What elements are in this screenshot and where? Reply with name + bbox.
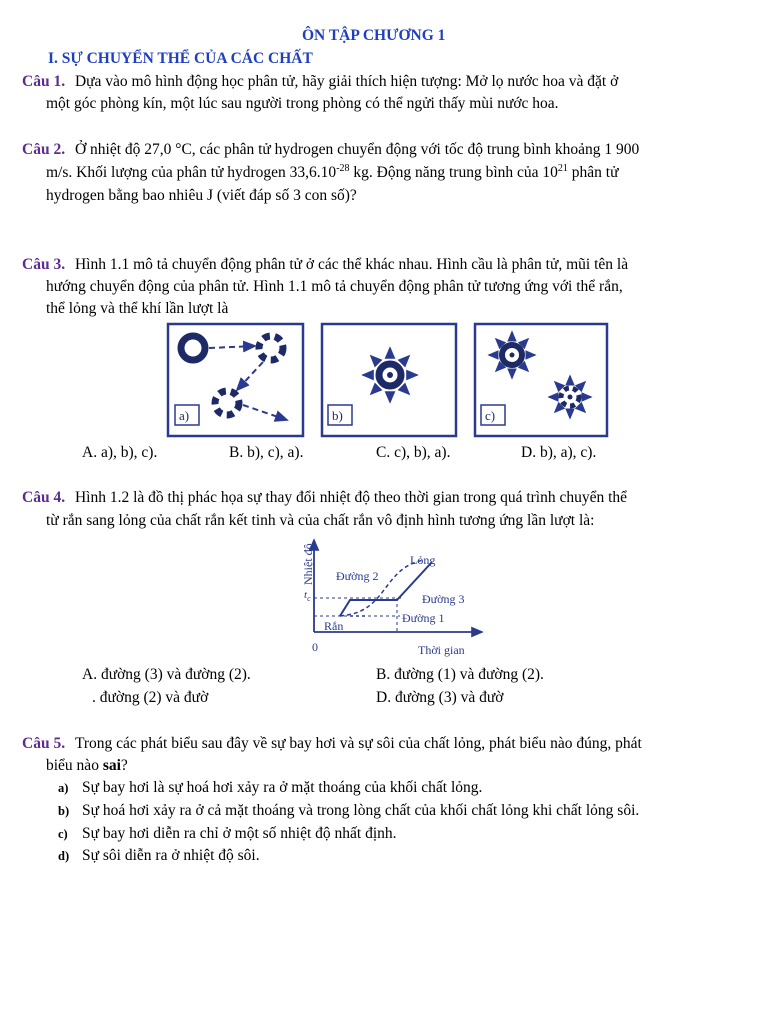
graph-y-label: Nhiệt độ (301, 543, 315, 585)
q5-text-a: Sự bay hơi là sự hoá hơi xảy ra ở mặt thoáng của khối chất lỏng. (82, 779, 483, 796)
graph-tc-label: $t_c$ (304, 589, 311, 603)
question-2-text: Ở nhiệt độ 27,0 °C, các phân tử hydrogen chuyển động với tốc độ trung bình khoảng 1 900 (74, 141, 640, 158)
q2-tail-text: phân tử (567, 164, 619, 181)
question-4-line2: từ rắn sang lỏng của chất rắn kết tinh và của chất rắn vô định hình tương ứng lần lượt là: (46, 512, 595, 529)
q4-option-d[interactable]: D. đường (3) và đườ (376, 689, 504, 706)
question-5-line2 (46, 756, 128, 776)
question-5 (22, 734, 642, 754)
q2-exp1: -28 (336, 162, 350, 174)
q5-letter-b: b) (58, 804, 70, 818)
question-5-text: Trong các phát biểu sau đây về sự bay hơi và sự sôi của chất lỏng, phát biểu nào đúng, phát (74, 735, 642, 752)
q3-option-a[interactable]: A. a), b), c). (82, 444, 158, 461)
question-3 (22, 255, 628, 275)
q3-option-d[interactable]: D. b), a), c). (521, 444, 597, 461)
q4-option-b[interactable]: B. đường (1) và đường (2). (376, 666, 544, 683)
q5-letter-c: c) (58, 827, 68, 841)
question-3-text: Hình 1.1 mô tả chuyển động phân tử ở các thể khác nhau. Hình cầu là phân tử, mũi tên là (74, 256, 629, 273)
q5-letter-a: a) (58, 781, 69, 795)
section-heading: I. SỰ CHUYỂN THỂ CỦA CÁC CHẤT (48, 50, 313, 67)
question-2-line3: hydrogen bằng bao nhiêu J (viết đáp số 3 con số)? (46, 187, 357, 204)
q3-option-c[interactable]: C. c), b), a). (376, 444, 451, 461)
q5-question-mark: ? (120, 757, 128, 774)
q3-option-b[interactable]: B. b), c), a). (229, 444, 304, 461)
question-5-label: Câu 5. (22, 735, 66, 752)
figure-1-1 (165, 320, 610, 440)
graph-x-label: Thời gian (418, 643, 465, 657)
question-4-text: Hình 1.2 là đồ thị phác họa sự thay đổi nhiệt độ theo thời gian trong quá trình chuyển thể (74, 489, 628, 506)
graph-path1-label: Đường 1 (402, 611, 445, 625)
q5-line2-text: biểu nào (46, 757, 103, 774)
figure-label-a: a) (179, 408, 190, 423)
question-4 (22, 488, 627, 508)
graph-solid-label: Rắn (324, 619, 344, 633)
question-3-label: Câu 3. (22, 256, 66, 273)
graph-path2-label: Đường 2 (336, 569, 379, 583)
question-1 (22, 72, 618, 92)
question-4-label: Câu 4. (22, 489, 66, 506)
graph-origin-label: 0 (312, 640, 318, 654)
figure-label-c: c) (485, 408, 496, 423)
q5-statement-b[interactable] (58, 801, 639, 821)
figure-panel-c (475, 324, 607, 436)
question-2 (22, 140, 639, 160)
q5-statement-a[interactable] (58, 778, 482, 798)
question-1-line2: một góc phòng kín, một lúc sau người trong phòng có thể ngửi thấy mùi nước hoa. (46, 95, 559, 112)
q5-statement-d[interactable] (58, 846, 260, 866)
question-2-line2 (46, 163, 618, 183)
question-3-line3: thể lỏng và thể khí lần lượt là (46, 300, 229, 317)
question-1-text: Dựa vào mô hình động học phân tử, hãy giải thích hiện tượng: Mở lọ nước hoa và đặt ở (74, 73, 619, 90)
q2-energy-text: kg. Động năng trung bình của 10 (349, 164, 558, 181)
figure-panel-b (322, 324, 456, 436)
figure-panel-a (168, 324, 303, 436)
q4-option-a[interactable]: A. đường (3) và đường (2). (82, 666, 251, 683)
graph-path3-label: Đường 3 (422, 592, 465, 606)
question-3-line2: hướng chuyển động của phân tử. Hình 1.1 mô tả chuyển động phân tử tương ứng với thể rắn, (46, 278, 623, 295)
figure-1-2-graph (292, 530, 492, 660)
q5-text-d: Sự sôi diễn ra ở nhiệt độ sôi. (82, 847, 260, 864)
q2-mass-text: m/s. Khối lượng của phân tử hydrogen 33,6.10 (46, 164, 337, 181)
q5-letter-d: d) (58, 849, 70, 863)
page-title: ÔN TẬP CHƯƠNG 1 (302, 27, 446, 44)
question-1-label: Câu 1. (22, 73, 66, 90)
q5-text-b: Sự hoá hơi xảy ra ở cả mặt thoáng và trong lòng chất của khối chất lỏng khi chất lỏng sôi. (82, 802, 640, 819)
graph-liquid-label: Lỏng (410, 553, 436, 567)
figure-label-b: b) (332, 408, 343, 423)
question-2-label: Câu 2. (22, 141, 66, 158)
q2-exp2: 21 (557, 162, 568, 174)
q4-option-c[interactable]: . đường (2) và đườ (92, 689, 209, 706)
q5-sai-emphasis: sai (102, 757, 121, 774)
q5-statement-c[interactable] (58, 824, 397, 844)
q5-text-c: Sự bay hơi diễn ra chỉ ở một số nhiệt độ nhất định. (82, 825, 397, 842)
